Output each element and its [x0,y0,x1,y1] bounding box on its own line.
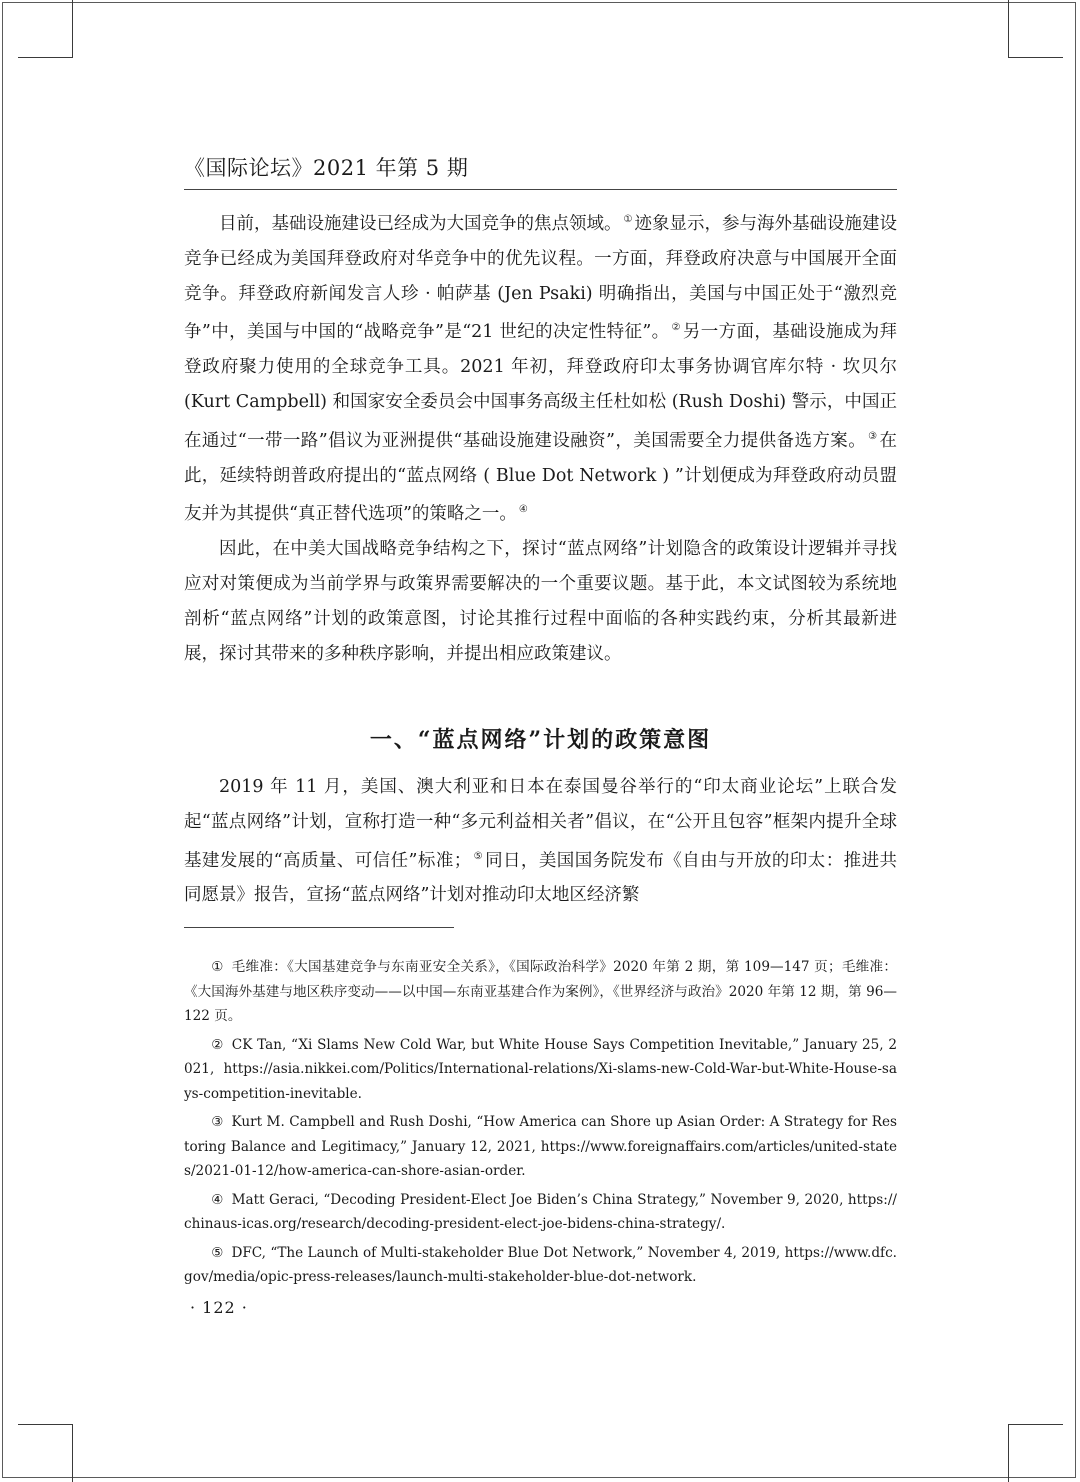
crop-mark-bottom-right-h [1008,1424,1063,1425]
body-block-intro [184,203,897,671]
footnote-text: CK Tan, “Xi Slams New Cold War, but White House Says Competition Inevitable,” January 25, 2021, https://asia.nikkei.com/Politics/International-relations/Xi-slams-new-Cold-War-but-White-House-says-competition-inevitable. [184,1036,898,1102]
footnote-text: DFC, “The Launch of Multi-stakeholder Blue Dot Network,” November 4, 2019, https://www.dfc.gov/media/opic-press-releases/launch-multi-stakeholder-blue-dot-network. [184,1244,898,1285]
footnote-ref-1[interactable]: ① [623,214,633,225]
footnote-marker: ② [211,1036,224,1053]
crop-mark-bottom-left-v [72,1424,73,1482]
footnote-ref-3[interactable]: ③ [868,430,878,442]
footnote-1 [184,955,897,1029]
crop-mark-top-left-h [18,57,73,58]
footnote-marker: ④ [211,1191,224,1208]
page-number: · 122 · [190,1298,248,1317]
paragraph-1-part-4: 在此，延续特朗普政府提出的“蓝点网络 ( Blue Dot Network ) ”计划便成为拜登政府动员盟友并为其提供“真正替代选项”的策略之一。 [184,430,897,525]
footnote-text: Kurt M. Campbell and Rush Doshi, “How America can Shore up Asian Order: A Strategy for Restoring Balance and Legitimacy,” January 12, 2021, https://www.foreignaffairs.com/articles/united-states/2021-01-12/how-america-can-shore-asian-order. [184,1114,897,1179]
footnote-ref-5[interactable]: ⑤ [473,850,484,862]
paragraph-2: 因此，在中美大国战略竞争结构之下，探讨“蓝点网络”计划隐含的政策设计逻辑并寻找应对对策便成为当前学界与政策界需要解决的一个重要议题。基于此，本文试图较为系统地剖析“蓝点网络”计划的政策意图，讨论其推行过程中面临的各种实践约束，分析其最新进展，探讨其带来的多种秩序影响，并提出相应政策建议。 [184,539,897,664]
paragraph-3-part-1: 2019 年 11 月，美国、澳大利亚和日本在泰国曼谷举行的“印太商业论坛”上联合发起“蓝点网络”计划，宣称打造一种“多元利益相关者”倡议，在“公开且包容”框架内提升全球基建发展的“高质量、可信任”标准； [184,777,897,871]
footnote-3 [184,1110,897,1184]
crop-mark-bottom-left-h [18,1424,73,1425]
footnote-rule [184,927,454,928]
header-rule [184,189,897,190]
section-heading: 一、“蓝点网络”计划的政策意图 [369,727,712,753]
footnote-4 [184,1188,897,1237]
footnote-marker: ① [211,959,224,975]
crop-mark-bottom-right-v [1008,1424,1009,1482]
running-header: 《国际论坛》2021 年第 5 期 [184,156,469,180]
footnote-text: Matt Geraci, “Decoding President-Elect Joe Biden’s China Strategy,” November 9, 2020, https://chinaus-icas.org/research/decoding-president-elect-joe-bidens-china-strategy/. [184,1191,897,1232]
crop-mark-top-right-h [1008,57,1063,58]
paragraph-3-part-2: 同日，美国国务院发布《自由与开放的印太：推进共同愿景》报告，宣扬“蓝点网络”计划对推动印太地区经济繁 [184,850,897,906]
paragraph-1-part-3: 另一方面，基础设施成为拜登政府聚力使用的全球竞争工具。2021 年初，拜登政府印太事务协调官库尔特 · 坎贝尔 (Kurt Campbell) 和国家安全委员会中国事务高级主任杜如松 (Rush Doshi) 警示，中国正在通过“一带一路”倡议为亚洲提供“基础设施建设融资”，美国需要全力提供备选方案。 [184,322,898,451]
footnote-marker: ③ [211,1114,224,1130]
paragraph-3 [184,770,897,913]
footnote-2 [184,1033,897,1107]
body-block-section-1 [184,770,897,913]
footnote-5 [184,1241,897,1290]
footnote-ref-2[interactable]: ② [671,322,681,334]
paragraph-1-part-1: 目前，基础设施建设已经成为大国竞争的焦点领域。 [219,214,622,234]
paragraph-1 [184,203,897,532]
crop-mark-top-left-v [72,0,73,58]
footnotes [184,955,897,1294]
footnote-ref-4[interactable]: ④ [518,504,528,516]
footnote-marker: ⑤ [211,1244,224,1261]
paragraph-1-part-2: 迹象显示，参与海外基础设施建设竞争已经成为美国拜登政府对华竞争中的优先议程。一方面，拜登政府决意与中国展开全面竞争。拜登政府新闻发言人珍 · 帕萨基 (Jen Psaki) 明确指出，美国与中国正处于“激烈竞争”中，美国与中国的“战略竞争”是“21 世纪的决定性特征”。 [184,214,898,343]
footnote-text: 毛维准：《大国基建竞争与东南亚安全关系》，《国际政治科学》2020 年第 2 期，第 109—147 页；毛维准：《大国海外基建与地区秩序变动——以中国—东南亚基建合作为案例》，《世界经济与政治》2020 年第 12 期，第 96—122 页。 [184,959,897,1024]
crop-mark-top-right-v [1008,0,1009,58]
